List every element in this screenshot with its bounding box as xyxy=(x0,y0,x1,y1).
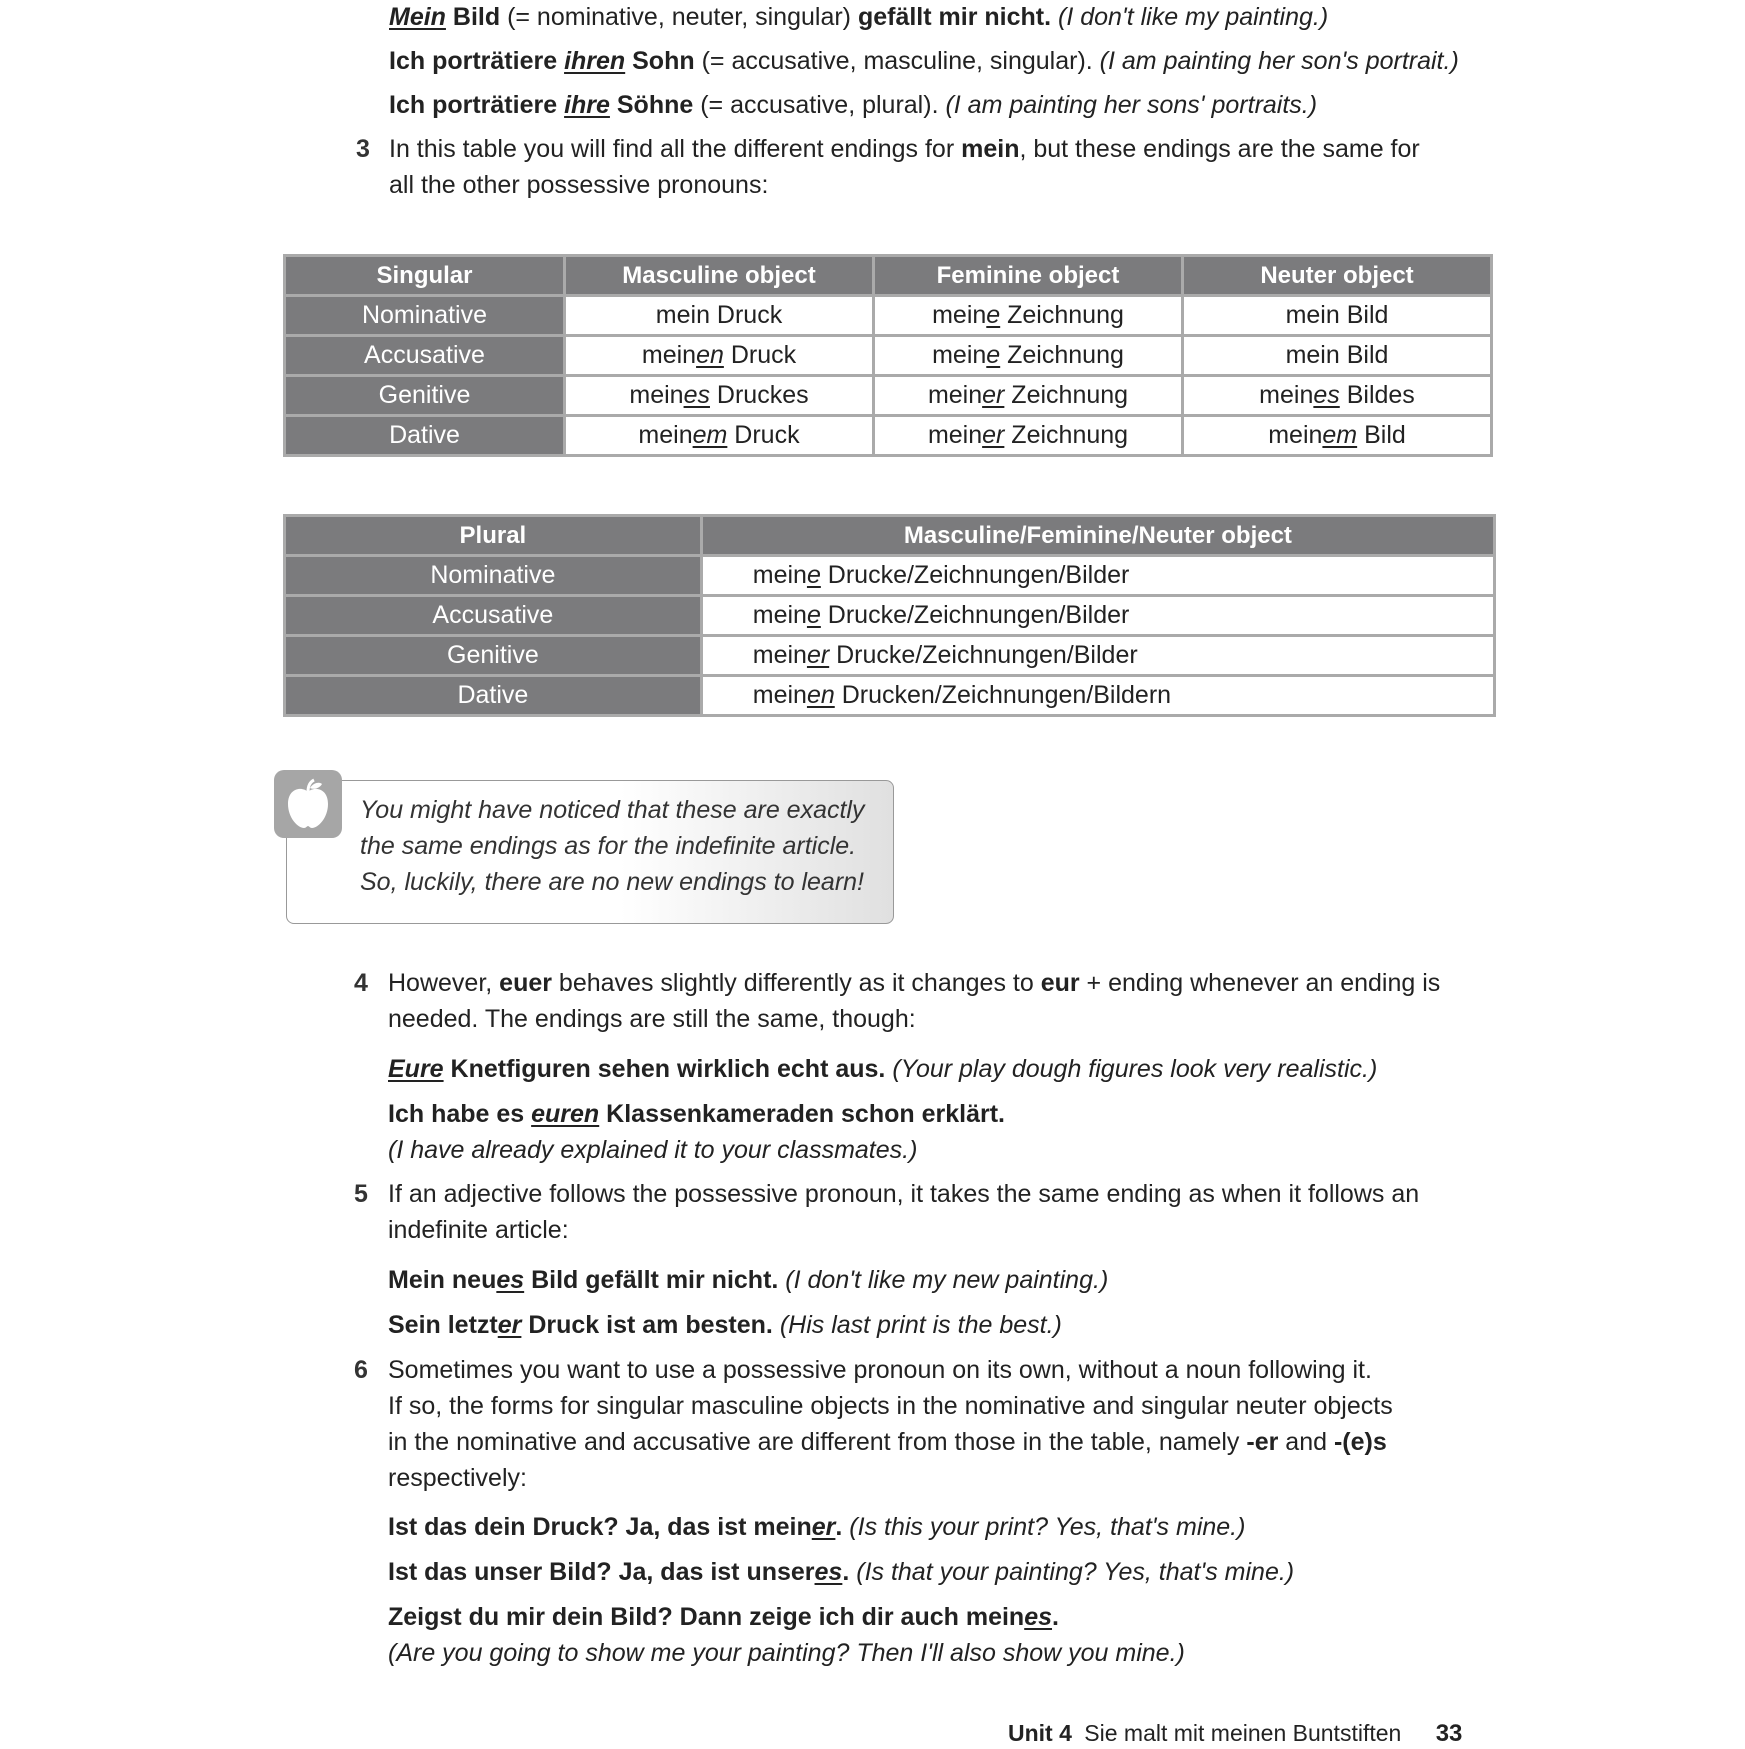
point-number: 3 xyxy=(356,135,370,163)
example-line: Eure Knetfiguren sehen wirklich echt aus. (Your play dough figures look very realistic.) xyxy=(388,1055,1378,1083)
table-cell: meines Druckes xyxy=(566,377,872,414)
table-row xyxy=(286,677,1493,714)
point-number: 4 xyxy=(354,969,368,997)
example-translation: (I have already explained it to your classmates.) xyxy=(388,1136,918,1164)
table-row xyxy=(286,557,1493,594)
paragraph-line: respectively: xyxy=(388,1464,527,1492)
page-footer xyxy=(1008,1718,1462,1749)
table-cell: meinen Druck xyxy=(566,337,872,374)
table-cell: meiner Zeichnung xyxy=(875,417,1181,454)
table-row xyxy=(286,597,1493,634)
paragraph-line: However, euer behaves slightly differently as it changes to eur + ending whenever an ending is xyxy=(388,969,1441,997)
unit-label: Unit 4 xyxy=(1008,1720,1072,1746)
paragraph-line: If an adjective follows the possessive pronoun, it takes the same ending as when it follows an xyxy=(388,1180,1420,1208)
table-cell: meinem Druck xyxy=(566,417,872,454)
table-row xyxy=(286,417,1490,454)
paragraph-line: in the nominative and accusative are different from those in the table, namely -er and -(e)s xyxy=(388,1428,1387,1456)
paragraph-line: all the other possessive pronouns: xyxy=(389,171,769,199)
table-row xyxy=(286,297,1490,334)
table-cell: mein Bild xyxy=(1184,337,1490,374)
example-line: Ist das dein Druck? Ja, das ist meiner. (Is this your print? Yes, that's mine.) xyxy=(388,1513,1246,1541)
paragraph-line: needed. The endings are still the same, though: xyxy=(388,1005,916,1033)
table-cell: meinem Bild xyxy=(1184,417,1490,454)
column-header: Masculine/Feminine/Neuter object xyxy=(703,517,1493,554)
table-header-row xyxy=(286,257,1490,294)
case-label: Dative xyxy=(286,677,700,714)
case-label: Nominative xyxy=(286,297,563,334)
point-number: 6 xyxy=(354,1356,368,1384)
plural-endings-table xyxy=(283,514,1496,717)
column-header: Singular xyxy=(286,257,563,294)
table-cell: meines Bildes xyxy=(1184,377,1490,414)
table-row xyxy=(286,337,1490,374)
table-row xyxy=(286,377,1490,414)
paragraph-line: In this table you will find all the different endings for mein, but these endings are the same for xyxy=(389,135,1420,163)
case-label: Accusative xyxy=(286,337,563,374)
case-label: Genitive xyxy=(286,637,700,674)
table-cell: mein Bild xyxy=(1184,297,1490,334)
example-line: Sein letzter Druck ist am besten. (His last print is the best.) xyxy=(388,1311,1062,1339)
point-number: 5 xyxy=(354,1180,368,1208)
example-line: Mein neues Bild gefällt mir nicht. (I don't like my new painting.) xyxy=(388,1266,1109,1294)
column-header: Neuter object xyxy=(1184,257,1490,294)
table-header-row xyxy=(286,517,1493,554)
column-header: Plural xyxy=(286,517,700,554)
apple-icon xyxy=(274,770,342,838)
unit-title: Sie malt mit meinen Buntstiften xyxy=(1084,1720,1402,1746)
table-cell: meine Zeichnung xyxy=(875,337,1181,374)
table-cell: meine Drucke/Zeichnungen/Bilder xyxy=(703,597,1493,634)
paragraph-line: If so, the forms for singular masculine objects in the nominative and singular neuter objects xyxy=(388,1392,1393,1420)
singular-endings-table xyxy=(283,254,1493,457)
table-cell: mein Druck xyxy=(566,297,872,334)
table-cell: meiner Zeichnung xyxy=(875,377,1181,414)
case-label: Genitive xyxy=(286,377,563,414)
table-cell: meinen Drucken/Zeichnungen/Bildern xyxy=(703,677,1493,714)
case-label: Accusative xyxy=(286,597,700,634)
example-translation: (Are you going to show me your painting? Then I'll also show you mine.) xyxy=(388,1639,1185,1667)
table-cell: meine Zeichnung xyxy=(875,297,1181,334)
table-cell: meine Drucke/Zeichnungen/Bilder xyxy=(703,557,1493,594)
example-line: Zeigst du mir dein Bild? Dann zeige ich dir auch meines. xyxy=(388,1603,1059,1631)
example-line: Ich porträtiere ihre Söhne (= accusative, plural). (I am painting her sons' portraits.) xyxy=(389,91,1318,119)
example-line: Ich porträtiere ihren Sohn (= accusative, masculine, singular). (I am painting her son's portrait.) xyxy=(389,47,1459,75)
case-label: Nominative xyxy=(286,557,700,594)
tip-text: You might have noticed that these are exactly the same endings as for the indefinite article. So, luckily, there are no new endings to learn! xyxy=(360,796,865,896)
example-line: Ich habe es euren Klassenkameraden schon erklärt. xyxy=(388,1100,1005,1128)
column-header: Masculine object xyxy=(566,257,872,294)
example-line: Mein Bild (= nominative, neuter, singular) gefällt mir nicht. (I don't like my painting.) xyxy=(389,3,1329,31)
paragraph-line: Sometimes you want to use a possessive pronoun on its own, without a noun following it. xyxy=(388,1356,1372,1384)
column-header: Feminine object xyxy=(875,257,1181,294)
paragraph-line: indefinite article: xyxy=(388,1216,569,1244)
table-row xyxy=(286,637,1493,674)
example-line: Ist das unser Bild? Ja, das ist unseres. (Is that your painting? Yes, that's mine.) xyxy=(388,1558,1295,1586)
case-label: Dative xyxy=(286,417,563,454)
table-cell: meiner Drucke/Zeichnungen/Bilder xyxy=(703,637,1493,674)
page-number: 33 xyxy=(1435,1720,1463,1747)
